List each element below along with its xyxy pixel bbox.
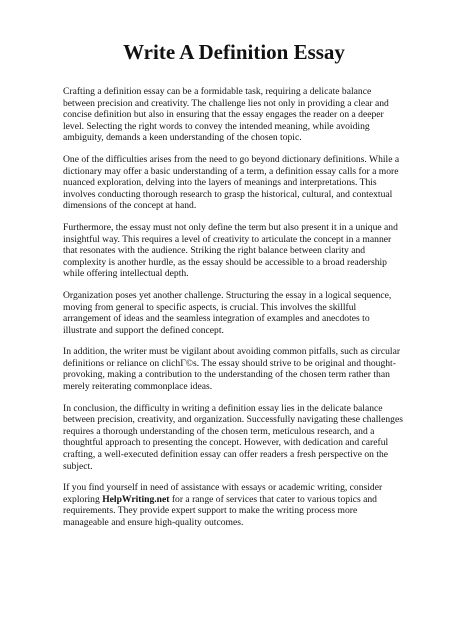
assistance-text-after: for a range of services that cater to various topics and requirements. They provide expert support to make the writing process more manageable and ensure high-quality outcomes. [63,493,377,528]
assistance-text-before: If you find yourself in need of assistance with essays or academic writing, consider exploring [63,482,383,505]
paragraph-intro: Crafting a definition essay can be a formidable task, requiring a delicate balance between precision and creativity. The challenge lies not only in providing a clear and concise definition but also in ensuring that the essay engages the reader on a deeper level. Selecting the right words to convey the intended meaning, while avoiding ambiguity, demands a keen understanding of the chosen topic. [63,86,389,144]
paragraph-creativity: Furthermore, the essay must not only define the term but also present it in a unique and insightful way. This requires a level of creativity to articulate the concept in a manner that resonates with the audience. Striking the right balance between clarity and complexity is another hurdle, as the essay should be accessible to a broad readership while offering intellectual depth. [63,221,398,280]
paragraph-pitfalls: In addition, the writer must be vigilant about avoiding common pitfalls, such as circular definitions or reliance on clichГ©s. The essay should strive to be original and thought-provoking, making a contribution to the understanding of the chosen term rather than merely reiterating commonplace ideas. [63,346,401,393]
paragraph-dictionary: One of the difficulties arises from the need to go beyond dictionary definitions. While a dictionary may offer a basic understanding of a term, a definition essay calls for a more nuanced exploration, delving into the layers of meanings and interpretations. This involves conducting thorough research to grasp the historical, cultural, and contextual dimensions of the concept at hand. [63,153,400,212]
paragraph-organization: Organization poses yet another challenge. Structuring the essay in a logical sequence, moving from general to specific aspects, is crucial. This involves the skillful arrangement of ideas and the seamless integration of examples and anecdotes to illustrate and support the defined concept. [63,289,392,336]
paragraph-assistance [63,482,405,528]
paragraph-conclusion: In conclusion, the difficulty in writing a definition essay lies in the delicate balance between precision, creativity, and organization. Successfully navigating these challenges requires a thorough understanding of the chosen term, meticulous research, and a thoughtful approach to presenting the concept. However, with dedication and careful crafting, a well-executed definition essay can offer readers a fresh perspective on the subject. [63,402,403,472]
document-title: Write A Definition Essay [123,40,345,64]
brand-name: HelpWriting.net [102,493,170,505]
